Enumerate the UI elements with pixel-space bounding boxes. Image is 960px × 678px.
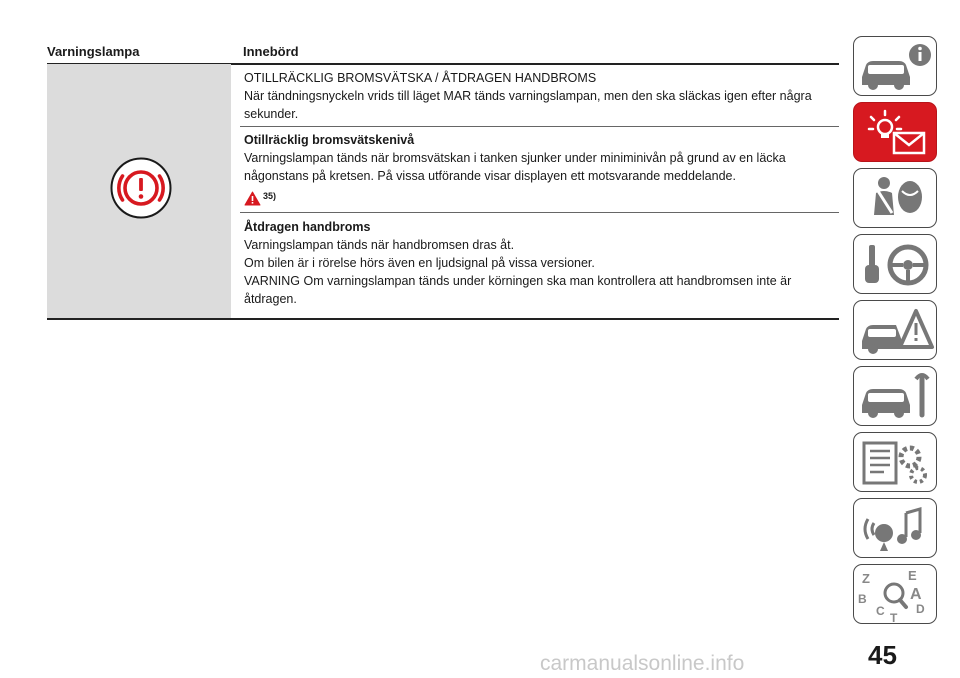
index-letter: Z	[862, 571, 870, 586]
sidebar-tab-technical-data[interactable]	[853, 432, 937, 492]
row-brake-fluid-handbrake	[244, 69, 834, 123]
sidebar-tab-warning-lights[interactable]	[853, 102, 937, 162]
seat-belt-airbag-icon	[854, 169, 938, 229]
watermark: carmanualsonline.info	[540, 652, 745, 675]
row-title: OTILLRÄCKLIG BROMSVÄTSKA / ÅTDRAGEN HANDBROMS	[244, 71, 597, 85]
sidebar-tab-index[interactable]	[853, 564, 937, 624]
key-steering-wheel-icon	[854, 235, 938, 295]
index-letter: T	[890, 611, 898, 625]
row-handbrake-applied	[244, 218, 834, 308]
row-divider	[240, 126, 839, 127]
row-low-brake-fluid	[244, 131, 834, 206]
row-text: När tändningsnyckeln vrids till läget MAR tänds varningslampan, men den ska släckas igen efter några sekunder.	[244, 89, 812, 121]
sidebar-tab-multimedia[interactable]	[853, 498, 937, 558]
row-title: Åtdragen handbroms	[244, 220, 371, 234]
document-gears-icon	[854, 433, 938, 493]
brake-warning-lamp-icon	[110, 157, 172, 219]
index-letter: E	[908, 568, 917, 583]
index-letter: C	[876, 604, 885, 618]
index-search-icon	[854, 565, 938, 625]
signal-music-note-icon	[854, 499, 938, 559]
warning-reference-number: 35)	[263, 191, 277, 201]
sidebar-tab-vehicle-info[interactable]	[853, 36, 937, 96]
row-text: Varningslampan tänds när bromsvätskan i tanken sjunker under miniminivån på grund av en läcka någonstans på kretsen. På vissa utförande visar displayen ett motsvarande meddelande.	[244, 151, 786, 183]
car-info-icon	[854, 37, 938, 97]
column-header-warning-lamp: Varningslampa	[47, 44, 140, 59]
row-divider	[240, 212, 839, 213]
index-letter: D	[916, 602, 925, 616]
warning-triangle-icon	[244, 191, 261, 206]
sidebar-tab-safety[interactable]	[853, 168, 937, 228]
column-header-meaning: Innebörd	[243, 44, 299, 59]
car-wrench-icon	[854, 367, 938, 427]
page-number: 45	[868, 640, 897, 670]
table-bottom-rule	[47, 318, 839, 320]
car-emergency-triangle-icon	[854, 301, 938, 361]
sidebar-tab-emergency[interactable]	[853, 300, 937, 360]
row-text: Varningslampan tänds när handbromsen dras åt.	[244, 238, 515, 252]
warning-lights-messages-icon	[854, 103, 938, 163]
index-letter: A	[910, 586, 922, 603]
sidebar-tab-maintenance[interactable]	[853, 366, 937, 426]
index-letter: B	[858, 592, 867, 606]
sidebar-tab-starting-driving[interactable]	[853, 234, 937, 294]
row-title: Otillräcklig bromsvätskenivå	[244, 133, 415, 147]
row-text: VARNING Om varningslampan tänds under körningen ska man kontrollera att handbromsen inte är åtdragen.	[244, 274, 792, 306]
row-text: Om bilen är i rörelse hörs även en ljudsignal på vissa versioner.	[244, 256, 595, 270]
warning-reference	[244, 187, 834, 206]
